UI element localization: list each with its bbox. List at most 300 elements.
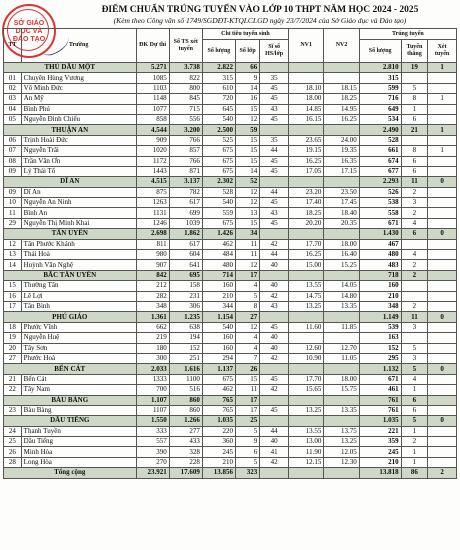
- cell-ts: 715: [169, 104, 202, 114]
- cell-dk: 2.698: [136, 229, 169, 239]
- cell-lop: 15: [235, 156, 259, 166]
- row-number: 08: [4, 156, 22, 166]
- cell-xet: [428, 156, 457, 166]
- cell-xet: [428, 114, 457, 124]
- cell-lop: 25: [235, 416, 259, 426]
- cell-siso: 41: [260, 447, 289, 457]
- cell-xet: [428, 260, 457, 270]
- cell-nv2: [324, 177, 359, 187]
- school-name: Võ Minh Đức: [21, 83, 136, 93]
- cell-nv2: [324, 333, 359, 343]
- cell-nv1: [289, 125, 324, 135]
- cell-lop: 4: [235, 333, 259, 343]
- cell-lop: 7: [235, 353, 259, 363]
- cell-xet: [428, 343, 457, 353]
- cell-dk: 842: [136, 270, 169, 280]
- cell-nv2: 18.00: [324, 239, 359, 249]
- cell-xet: [428, 250, 457, 260]
- cell-lop: 15: [235, 218, 259, 228]
- cell-ts: 617: [169, 198, 202, 208]
- group-row: [4, 270, 457, 280]
- cell-dk: 875: [136, 187, 169, 197]
- cell-lop: 16: [235, 94, 259, 104]
- cell-sl: 210: [202, 291, 235, 301]
- cell-tt-sl: 467: [359, 239, 401, 249]
- cell-nv2: [324, 312, 359, 322]
- school-name: Bình An: [21, 208, 136, 218]
- cell-lop: 11: [235, 239, 259, 249]
- cell-ts: 306: [169, 301, 202, 311]
- school-name: Thái Hoà: [21, 250, 136, 260]
- table-row: [4, 426, 457, 436]
- cell-siso: 43: [260, 301, 289, 311]
- group-name: THUẬN AN: [4, 125, 137, 135]
- cell-lop: 9: [235, 437, 259, 447]
- row-number: 25: [4, 437, 22, 447]
- school-name: Thường Tân: [21, 281, 136, 291]
- cell-thang: 1: [401, 457, 428, 467]
- cell-nv2: 13.75: [324, 426, 359, 436]
- cell-sl: 462: [202, 385, 235, 395]
- cell-ts: 782: [169, 187, 202, 197]
- cell-lop: 12: [235, 114, 259, 124]
- cell-ts: 251: [169, 353, 202, 363]
- school-name: Phước Hoà: [21, 353, 136, 363]
- cell-sl: 360: [202, 437, 235, 447]
- cell-ts: 1.862: [169, 229, 202, 239]
- cell-lop: 9: [235, 73, 259, 83]
- cell-thang: 2: [401, 301, 428, 311]
- cell-siso: [260, 468, 289, 478]
- cell-nv2: 17.45: [324, 198, 359, 208]
- row-number: 14: [4, 260, 22, 270]
- cell-ts: 516: [169, 385, 202, 395]
- cell-ts: 1.235: [169, 312, 202, 322]
- cell-nv1: [289, 468, 324, 478]
- cell-sl: 675: [202, 374, 235, 384]
- group-name: TÂN UYÊN: [4, 229, 137, 239]
- cell-nv1: 13.55: [289, 281, 324, 291]
- cell-siso: [260, 229, 289, 239]
- cell-tt-sl: 152: [359, 343, 401, 353]
- cell-xet: [428, 208, 457, 218]
- cell-lop: 323: [235, 468, 259, 478]
- row-number: 21: [4, 374, 22, 384]
- cell-thang: 21: [401, 125, 428, 135]
- cell-dk: 662: [136, 322, 169, 332]
- cell-xet: 0: [428, 312, 457, 322]
- cell-thang: 2: [401, 260, 428, 270]
- cell-dk: 980: [136, 250, 169, 260]
- table-row: [4, 239, 457, 249]
- cell-sl: 294: [202, 353, 235, 363]
- cell-dk: 1131: [136, 208, 169, 218]
- cell-tt-sl: 718: [359, 270, 401, 280]
- cell-siso: 42: [260, 457, 289, 467]
- cell-dk: 1333: [136, 374, 169, 384]
- cell-siso: 45: [260, 166, 289, 176]
- cell-dk: 333: [136, 426, 169, 436]
- col-nv1: NV1: [289, 29, 324, 63]
- cell-dk: 811: [136, 239, 169, 249]
- cell-tt-sl: 761: [359, 395, 401, 405]
- col-xet-tuyen: Xét tuyển: [428, 40, 457, 63]
- cell-nv1: 18.00: [289, 94, 324, 104]
- school-name: Dĩ An: [21, 187, 136, 197]
- table-row: [4, 73, 457, 83]
- cell-nv1: 17.70: [289, 239, 324, 249]
- cell-siso: 40: [260, 260, 289, 270]
- cell-thang: 4: [401, 218, 428, 228]
- admission-score-table: [3, 28, 457, 479]
- cell-sl: 13.856: [202, 468, 235, 478]
- cell-tt-sl: 528: [359, 135, 401, 145]
- cell-sl: 765: [202, 395, 235, 405]
- cell-siso: 40: [260, 281, 289, 291]
- cell-sl: 540: [202, 322, 235, 332]
- cell-tt-sl: 348: [359, 301, 401, 311]
- cell-dk: 909: [136, 135, 169, 145]
- cell-xet: [428, 270, 457, 280]
- cell-dk: 1246: [136, 218, 169, 228]
- cell-ts: 228: [169, 457, 202, 467]
- cell-thang: 2: [401, 208, 428, 218]
- seal-text: SỞ GIÁO DỤC VÀ ĐÀO TẠO: [12, 20, 46, 43]
- cell-tt-sl: 295: [359, 353, 401, 363]
- cell-ts: 766: [169, 156, 202, 166]
- cell-siso: 45: [260, 322, 289, 332]
- cell-lop: 12: [235, 260, 259, 270]
- cell-nv2: 12.70: [324, 343, 359, 353]
- table-row: [4, 353, 457, 363]
- group-row: [4, 364, 457, 374]
- cell-thang: 5: [401, 416, 428, 426]
- total-label: Tổng cộng: [4, 468, 137, 478]
- cell-ts: 194: [169, 333, 202, 343]
- cell-tt-sl: 13.818: [359, 468, 401, 478]
- cell-tt-sl: 461: [359, 385, 401, 395]
- cell-nv1: [289, 270, 324, 280]
- cell-tt-sl: 538: [359, 198, 401, 208]
- row-number: 09: [4, 166, 22, 176]
- row-number: 03: [4, 94, 22, 104]
- cell-siso: 40: [260, 343, 289, 353]
- cell-ts: 604: [169, 250, 202, 260]
- cell-thang: [401, 135, 428, 145]
- row-number: 17: [4, 301, 22, 311]
- cell-nv1: [289, 177, 324, 187]
- table-row: [4, 322, 457, 332]
- cell-ts: 845: [169, 94, 202, 104]
- cell-xet: [428, 73, 457, 83]
- cell-thang: 5: [401, 83, 428, 93]
- cell-ts: 822: [169, 73, 202, 83]
- table-row: [4, 333, 457, 343]
- cell-nv2: 18.00: [324, 374, 359, 384]
- cell-lop: 12: [235, 322, 259, 332]
- row-number: 29: [4, 218, 22, 228]
- cell-thang: [401, 73, 428, 83]
- cell-nv2: 18.15: [324, 83, 359, 93]
- cell-ts: 1100: [169, 374, 202, 384]
- cell-nv1: [289, 63, 324, 73]
- cell-nv1: 14.75: [289, 291, 324, 301]
- cell-siso: [260, 63, 289, 73]
- cell-nv2: [324, 416, 359, 426]
- cell-xet: [428, 135, 457, 145]
- cell-sl: 344: [202, 301, 235, 311]
- cell-nv1: [289, 416, 324, 426]
- cell-nv1: [289, 312, 324, 322]
- cell-sl: 610: [202, 83, 235, 93]
- table-row: [4, 447, 457, 457]
- cell-xet: [428, 104, 457, 114]
- school-name: Dầu Tiếng: [21, 437, 136, 447]
- row-number: 07: [4, 146, 22, 156]
- cell-thang: [401, 333, 428, 343]
- row-number: 19: [4, 333, 22, 343]
- cell-siso: [260, 364, 289, 374]
- cell-sl: 2.500: [202, 125, 235, 135]
- cell-dk: 1172: [136, 156, 169, 166]
- school-name: Tây Sơn: [21, 343, 136, 353]
- cell-xet: 2: [428, 468, 457, 478]
- cell-xet: [428, 218, 457, 228]
- cell-nv1: 17.05: [289, 166, 324, 176]
- cell-sl: 160: [202, 333, 235, 343]
- cell-dk: 907: [136, 260, 169, 270]
- col-nv2: NV2: [324, 29, 359, 63]
- cell-sl: 528: [202, 187, 235, 197]
- cell-tt-sl: 160: [359, 281, 401, 291]
- cell-siso: 35: [260, 73, 289, 83]
- cell-ts: 3.137: [169, 177, 202, 187]
- cell-thang: 2: [401, 270, 428, 280]
- cell-lop: 15: [235, 146, 259, 156]
- cell-nv2: 18.40: [324, 208, 359, 218]
- cell-nv1: 13.00: [289, 437, 324, 447]
- cell-tt-sl: 539: [359, 322, 401, 332]
- cell-lop: 11: [235, 250, 259, 260]
- cell-xet: [428, 374, 457, 384]
- cell-tt-sl: 1.149: [359, 312, 401, 322]
- row-number: 11: [4, 208, 22, 218]
- cell-nv2: 13.35: [324, 301, 359, 311]
- cell-tt-sl: 534: [359, 114, 401, 124]
- cell-siso: [260, 395, 289, 405]
- cell-ts: 617: [169, 239, 202, 249]
- cell-siso: [260, 416, 289, 426]
- cell-thang: 6: [401, 114, 428, 124]
- row-number: 09: [4, 187, 22, 197]
- cell-nv1: [289, 364, 324, 374]
- cell-dk: 23.921: [136, 468, 169, 478]
- school-name: Long Hòa: [21, 457, 136, 467]
- cell-thang: 3: [401, 322, 428, 332]
- document-subtitle: (Kèm theo Công văn số 1749/SGDĐT-KTQLCLGD ngày 23/7/2024 của Sở Giáo dục và Đào tạo): [113, 16, 407, 25]
- table-row: [4, 291, 457, 301]
- cell-dk: 282: [136, 291, 169, 301]
- cell-nv1: 13.25: [289, 301, 324, 311]
- table-row: [4, 94, 457, 104]
- cell-sl: 484: [202, 250, 235, 260]
- cell-siso: 45: [260, 114, 289, 124]
- cell-siso: 42: [260, 291, 289, 301]
- group-name: THỦ DẦU MỘT: [4, 63, 137, 73]
- cell-siso: 45: [260, 156, 289, 166]
- table-row: [4, 208, 457, 218]
- cell-siso: 45: [260, 405, 289, 415]
- cell-thang: 6: [401, 156, 428, 166]
- cell-ts: 152: [169, 343, 202, 353]
- row-number: 18: [4, 322, 22, 332]
- cell-lop: 15: [235, 374, 259, 384]
- cell-dk: 1148: [136, 94, 169, 104]
- cell-lop: 17: [235, 395, 259, 405]
- school-name: An Mỹ: [21, 94, 136, 104]
- cell-tt-sl: 221: [359, 426, 401, 436]
- cell-sl: 675: [202, 218, 235, 228]
- cell-xet: [428, 353, 457, 363]
- group-row: [4, 395, 457, 405]
- cell-nv1: 16.25: [289, 156, 324, 166]
- cell-nv1: 14.85: [289, 104, 324, 114]
- cell-lop: 5: [235, 291, 259, 301]
- cell-thang: 6: [401, 405, 428, 415]
- cell-xet: [428, 166, 457, 176]
- cell-nv2: 13.35: [324, 405, 359, 415]
- table-row: [4, 156, 457, 166]
- cell-dk: 1103: [136, 83, 169, 93]
- cell-tt-sl: 2.810: [359, 63, 401, 73]
- school-name: Bến Cát: [21, 374, 136, 384]
- cell-nv1: [289, 333, 324, 343]
- cell-thang: 2: [401, 437, 428, 447]
- group-row: [4, 416, 457, 426]
- cell-xet: [428, 198, 457, 208]
- cell-lop: 17: [235, 405, 259, 415]
- cell-dk: 2.033: [136, 364, 169, 374]
- cell-tt-sl: 677: [359, 166, 401, 176]
- cell-tt-sl: 558: [359, 208, 401, 218]
- cell-tt-sl: 483: [359, 260, 401, 270]
- group-name: BẮC TÂN UYÊN: [4, 270, 137, 280]
- cell-dk: 390: [136, 447, 169, 457]
- cell-thang: 8: [401, 146, 428, 156]
- cell-tt-sl: 1.132: [359, 364, 401, 374]
- row-number: 10: [4, 198, 22, 208]
- cell-sl: 160: [202, 343, 235, 353]
- cell-thang: 2: [401, 187, 428, 197]
- table-row: [4, 385, 457, 395]
- table-row: [4, 301, 457, 311]
- cell-xet: 0: [428, 364, 457, 374]
- cell-sl: 675: [202, 156, 235, 166]
- school-name: Trịnh Hoài Đức: [21, 135, 136, 145]
- cell-lop: 14: [235, 83, 259, 93]
- row-number: 23: [4, 405, 22, 415]
- cell-thang: 1: [401, 447, 428, 457]
- cell-ts: 860: [169, 395, 202, 405]
- cell-nv2: 12.05: [324, 447, 359, 457]
- cell-xet: [428, 291, 457, 301]
- cell-thang: 6: [401, 229, 428, 239]
- cell-nv1: 11.60: [289, 322, 324, 332]
- cell-lop: 11: [235, 385, 259, 395]
- col-tt-so-luong: Số lượng: [359, 40, 401, 63]
- school-name: Tây Nam: [21, 385, 136, 395]
- row-number: 16: [4, 291, 22, 301]
- group-row: [4, 177, 457, 187]
- cell-dk: 5.271: [136, 63, 169, 73]
- school-name: Nguyễn Đình Chiểu: [21, 114, 136, 124]
- cell-siso: 45: [260, 94, 289, 104]
- cell-siso: 44: [260, 146, 289, 156]
- cell-dk: 1.361: [136, 312, 169, 322]
- school-name: Huỳnh Văn Nghệ: [21, 260, 136, 270]
- cell-sl: 540: [202, 114, 235, 124]
- total-row: [4, 468, 457, 478]
- cell-ts: 641: [169, 260, 202, 270]
- cell-xet: [428, 301, 457, 311]
- cell-dk: 4.515: [136, 177, 169, 187]
- cell-nv1: 12.60: [289, 343, 324, 353]
- cell-xet: 1: [428, 94, 457, 104]
- cell-ts: 556: [169, 114, 202, 124]
- cell-dk: 1.107: [136, 395, 169, 405]
- group-row: [4, 125, 457, 135]
- cell-sl: 525: [202, 135, 235, 145]
- cell-xet: [428, 83, 457, 93]
- cell-nv2: 16.25: [324, 114, 359, 124]
- cell-ts: 231: [169, 291, 202, 301]
- cell-ts: 1.616: [169, 364, 202, 374]
- cell-tt-sl: 671: [359, 374, 401, 384]
- row-number: 28: [4, 457, 22, 467]
- cell-nv1: 11.90: [289, 447, 324, 457]
- cell-tt-sl: 671: [359, 218, 401, 228]
- row-number: 01: [4, 73, 22, 83]
- row-number: 27: [4, 353, 22, 363]
- cell-dk: 700: [136, 385, 169, 395]
- cell-xet: 0: [428, 177, 457, 187]
- col-tt: TT: [4, 29, 22, 63]
- cell-dk: 348: [136, 301, 169, 311]
- cell-nv1: 19.15: [289, 146, 324, 156]
- group-row: [4, 312, 457, 322]
- cell-ts: 638: [169, 322, 202, 332]
- cell-lop: 15: [235, 135, 259, 145]
- cell-thang: 5: [401, 364, 428, 374]
- col-so-luong: Số lượng: [202, 40, 235, 63]
- col-school: Trường: [21, 29, 136, 63]
- cell-lop: 12: [235, 198, 259, 208]
- cell-dk: 557: [136, 437, 169, 447]
- cell-sl: 160: [202, 281, 235, 291]
- cell-siso: [260, 312, 289, 322]
- table-row: [4, 405, 457, 415]
- cell-ts: 17.609: [169, 468, 202, 478]
- cell-nv2: 15.25: [324, 260, 359, 270]
- group-name: BÀU BÀNG: [4, 395, 137, 405]
- cell-lop: 26: [235, 364, 259, 374]
- cell-ts: 1.266: [169, 416, 202, 426]
- table-row: [4, 437, 457, 447]
- cell-dk: 1107: [136, 405, 169, 415]
- cell-ts: 1039: [169, 218, 202, 228]
- cell-siso: 45: [260, 218, 289, 228]
- cell-thang: 19: [401, 63, 428, 73]
